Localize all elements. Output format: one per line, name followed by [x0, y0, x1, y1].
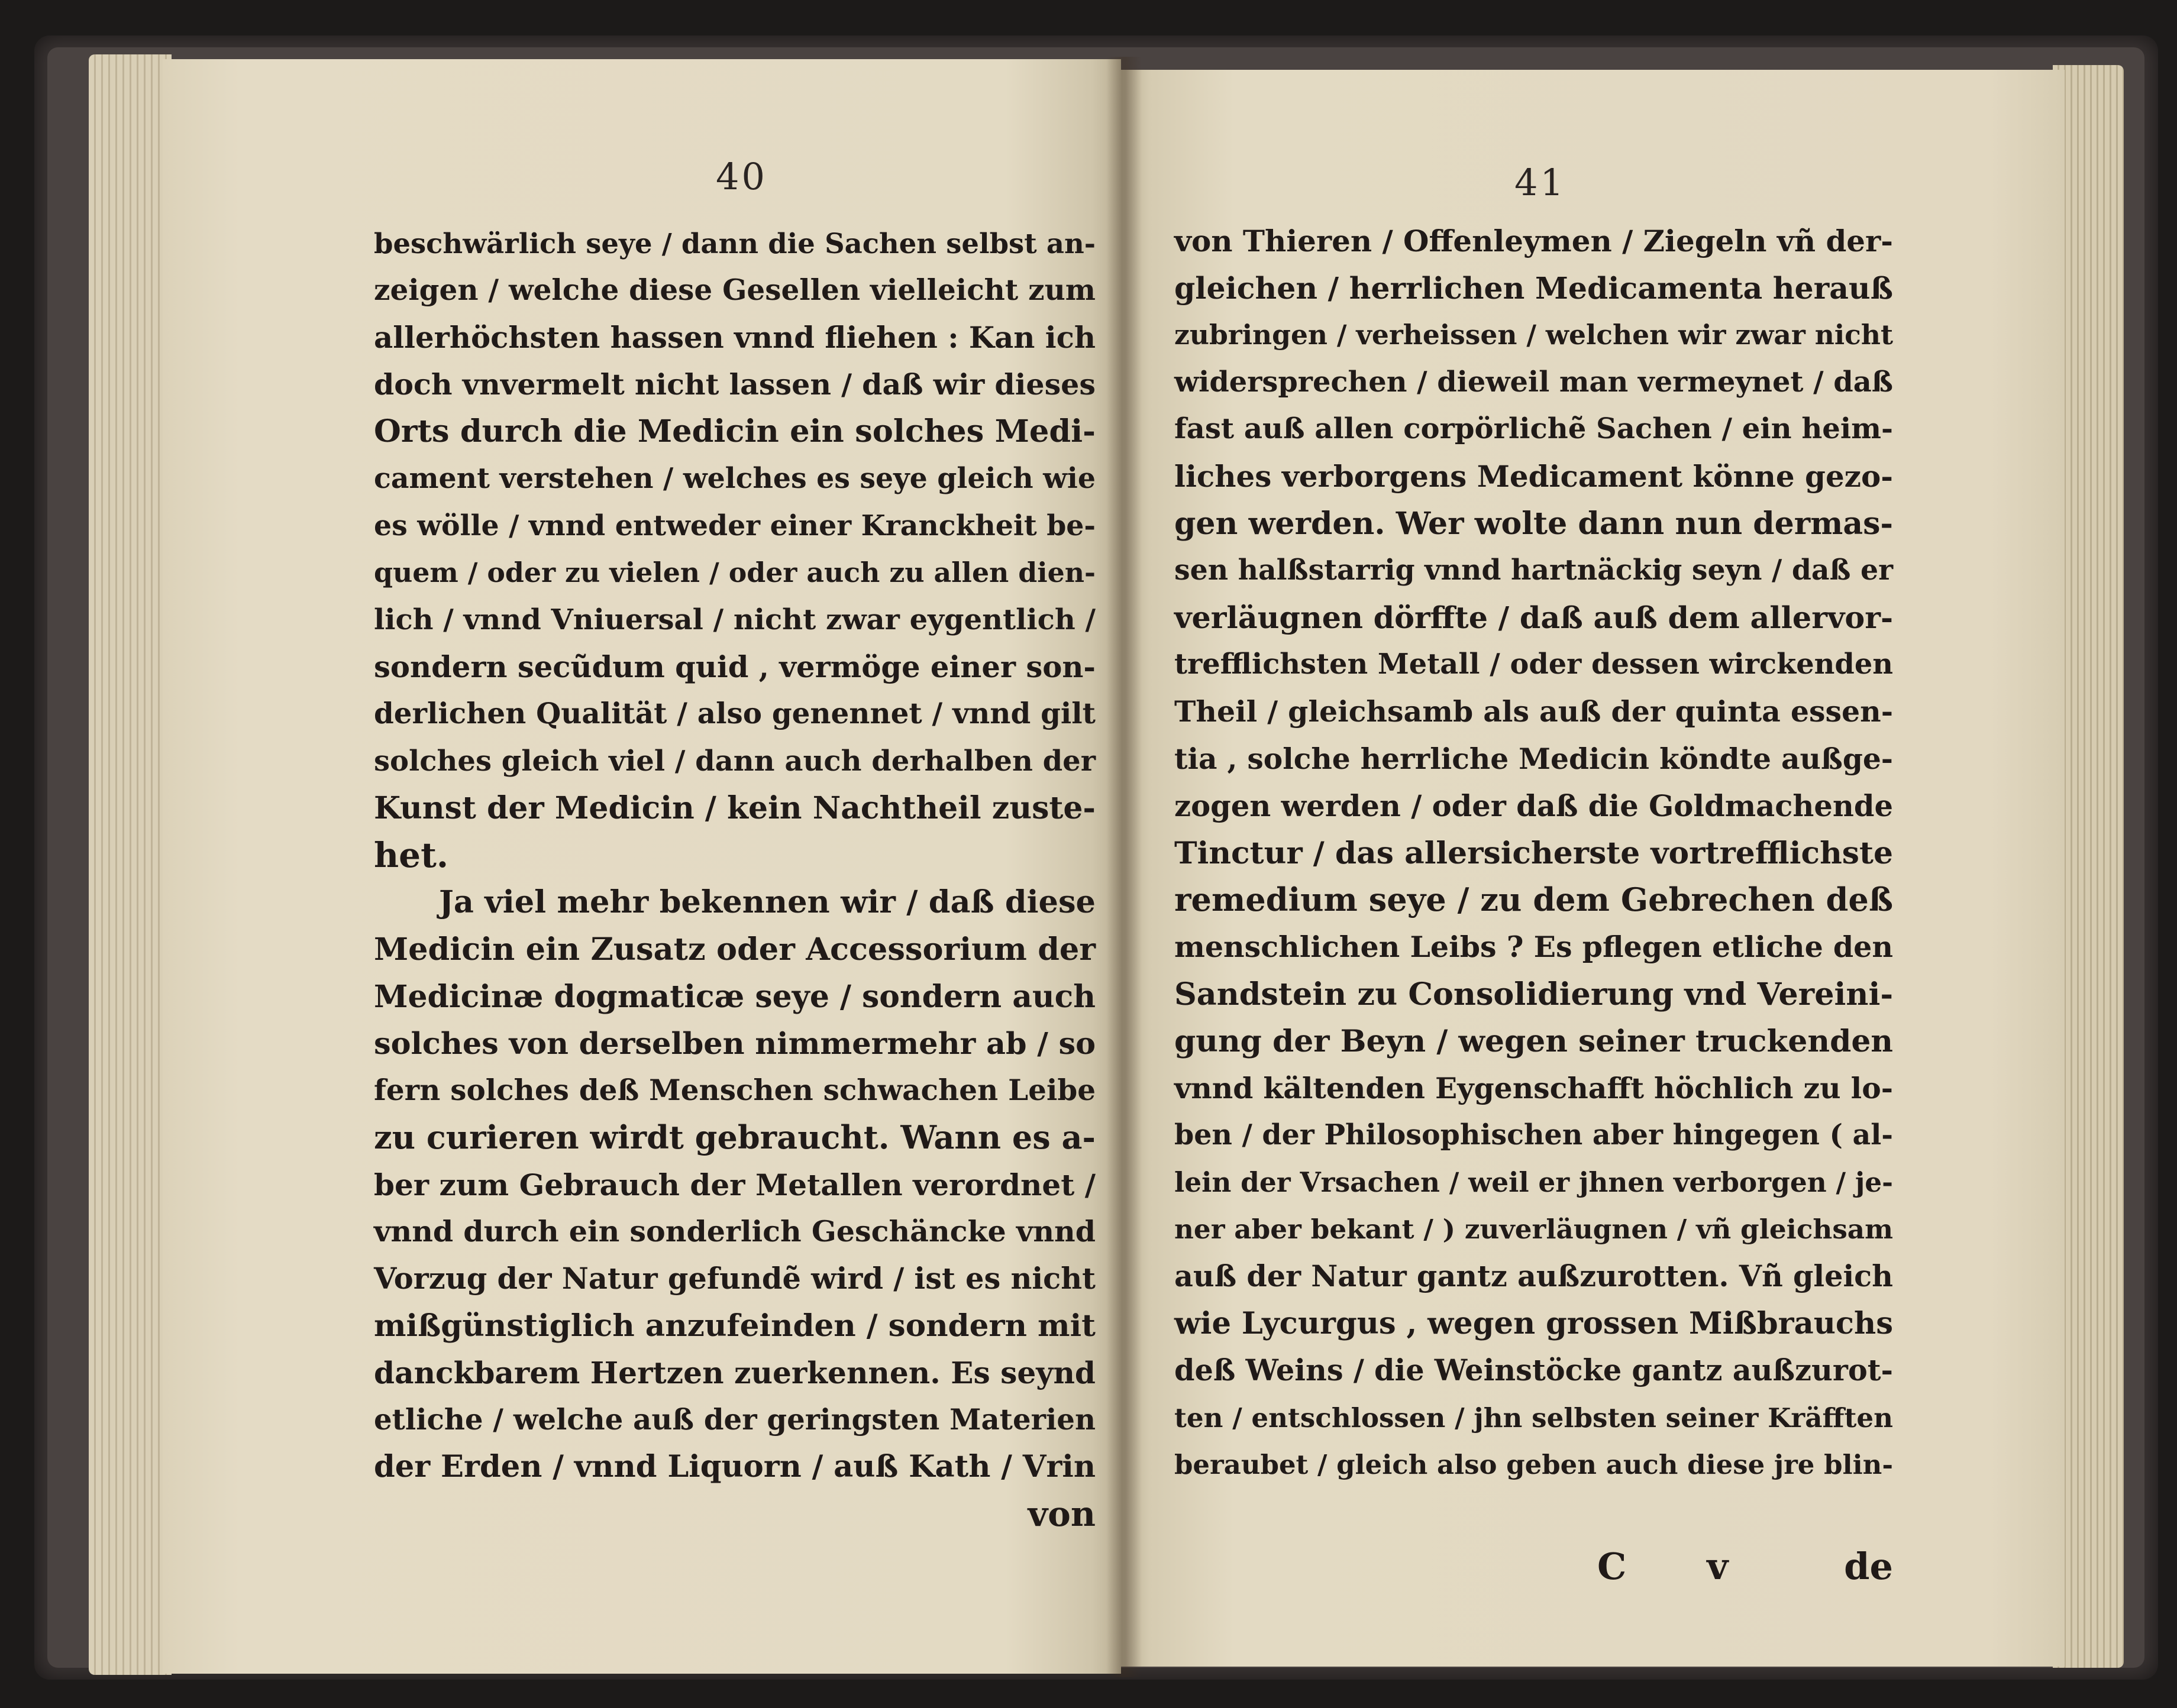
text-line: vnnd kältenden Eygenschafft höchlich zu lo-: [1174, 1070, 1893, 1105]
text-line: gleichen / herrlichen Medicamenta herauß: [1174, 270, 1893, 306]
text-line: auß der Natur gantz außzurotten. Vñ gleich: [1174, 1259, 1893, 1294]
text-line: beschwärlich seye / dann die Sachen selbst an-: [374, 227, 1096, 260]
text-line: von Thieren / Offenleymen / Ziegeln vñ der-: [1174, 224, 1893, 258]
paragraph-start-line: Ja viel mehr bekennen wir / daß diese: [439, 884, 1096, 921]
text-line: quem / oder zu vielen / oder auch zu allen dien-: [374, 557, 1096, 589]
left-page-edges: [89, 54, 172, 1675]
signature-number: v: [1707, 1545, 1729, 1588]
signature-mark: C: [1597, 1545, 1627, 1588]
text-line: menschlichen Leibs ? Es pflegen etliche den: [1174, 929, 1893, 964]
page-number-right: 41: [1514, 161, 1566, 204]
text-line: cament verstehen / welches es seye gleich wie: [374, 462, 1096, 495]
text-line: ner aber bekant / ) zuverläugnen / vñ gleichsam: [1174, 1214, 1893, 1246]
text-line: allerhöchsten hassen vnnd fliehen : Kan ich: [374, 320, 1096, 355]
text-line: Orts durch die Medicin ein solches Medi-: [374, 413, 1096, 450]
text-line: solches gleich viel / dann auch derhalben der: [374, 744, 1096, 778]
text-line: liches verborgens Medicament könne gezo-: [1174, 458, 1893, 494]
text-line: derlichen Qualität / also genennet / vnnd gilt: [374, 697, 1096, 730]
text-line: Medicin ein Zusatz oder Accessorium der: [374, 931, 1096, 968]
text-line: Theil / gleichsamb als auß der quinta essen-: [1174, 694, 1893, 729]
text-line: beraubet / gleich also geben auch diese jre blin-: [1174, 1449, 1893, 1481]
text-line: vnnd durch ein sonderlich Geschäncke vnnd: [374, 1214, 1096, 1249]
text-line: deß Weins / die Weinstöcke gantz außzurot-: [1174, 1353, 1894, 1388]
text-line: widersprechen / dieweil man vermeynet / daß: [1174, 365, 1894, 399]
text-line: mißgünstiglich anzufeinden / sondern mit: [374, 1308, 1096, 1344]
catchword-right: de: [1844, 1545, 1893, 1588]
text-line: tia , solche herrliche Medicin köndte außge-: [1174, 742, 1893, 776]
text-line: doch vnvermelt nicht lassen / daß wir dieses: [374, 367, 1096, 402]
catchword-left: von: [1028, 1494, 1096, 1535]
text-line: zubringen / verheissen / welchen wir zwar nicht: [1174, 319, 1893, 351]
text-line: solches von derselben nimmermehr ab / so: [374, 1026, 1096, 1062]
text-line: Kunst der Medicin / kein Nachtheil zuste-: [374, 790, 1096, 827]
text-line: zogen werden / oder daß die Goldmachende: [1174, 788, 1893, 824]
text-line: sondern secũdum quid , vermöge einer son-: [374, 649, 1096, 685]
text-line: lich / vnnd Vniuersal / nicht zwar eygentlich /: [374, 603, 1096, 636]
text-line: Tinctur / das allersicherste vortrefflichste: [1174, 834, 1893, 871]
text-line: remedium seye / zu dem Gebrechen deß: [1174, 881, 1893, 919]
text-line: danckbarem Hertzen zuerkennen. Es seynd: [374, 1356, 1096, 1391]
text-line: gung der Beyn / wegen seiner truckenden: [1174, 1023, 1893, 1060]
text-line: ten / entschlossen / jhn selbsten seiner Kräfften: [1174, 1402, 1893, 1434]
left-page-text: [374, 220, 1096, 1538]
text-line: es wölle / vnnd entweder einer Kranckheit be-: [374, 509, 1096, 542]
text-line: gen werden. Wer wolte dann nun dermas-: [1174, 505, 1893, 542]
text-line: Medicinæ dogmaticæ seye / sondern auch: [374, 978, 1096, 1015]
text-line: ben / der Philosophischen aber hingegen ( al-: [1174, 1118, 1893, 1152]
page-number-left: 40: [716, 155, 767, 198]
text-line: het.: [374, 834, 449, 875]
text-line: lein der Vrsachen / weil er jhnen verborgen / je-: [1174, 1166, 1893, 1198]
text-line: sen halßstarrig vnnd hartnäckig seyn / daß er: [1174, 554, 1893, 587]
text-line: wie Lycurgus , wegen grossen Mißbrauchs: [1174, 1305, 1893, 1341]
right-page-text: [1174, 218, 1893, 1489]
text-line: zu curieren wirdt gebraucht. Wann es a-: [374, 1118, 1096, 1157]
text-line: zeigen / welche diese Gesellen vielleicht zum: [374, 273, 1096, 307]
book-gutter: [1106, 57, 1142, 1677]
signature-line: [1574, 1545, 1893, 1588]
text-line: der Erden / vnnd Liquorn / auß Kath / Vrin: [374, 1449, 1096, 1485]
text-line: etliche / welche auß der geringsten Materien: [374, 1403, 1096, 1437]
text-line: verläugnen dörffte / daß auß dem allervor-: [1174, 599, 1893, 635]
text-line: fast auß allen corpörlichẽ Sachen / ein heim-: [1174, 412, 1893, 446]
text-line: fern solches deß Menschen schwachen Leibe: [374, 1073, 1096, 1107]
text-line: Vorzug der Natur gefundẽ wird / ist es nicht: [374, 1261, 1096, 1296]
text-line: trefflichsten Metall / oder dessen wirckenden: [1174, 648, 1893, 681]
text-line: ber zum Gebrauch der Metallen verordnet /: [374, 1167, 1096, 1202]
text-line: Sandstein zu Consolidierung vnd Vereini-: [1174, 976, 1894, 1012]
